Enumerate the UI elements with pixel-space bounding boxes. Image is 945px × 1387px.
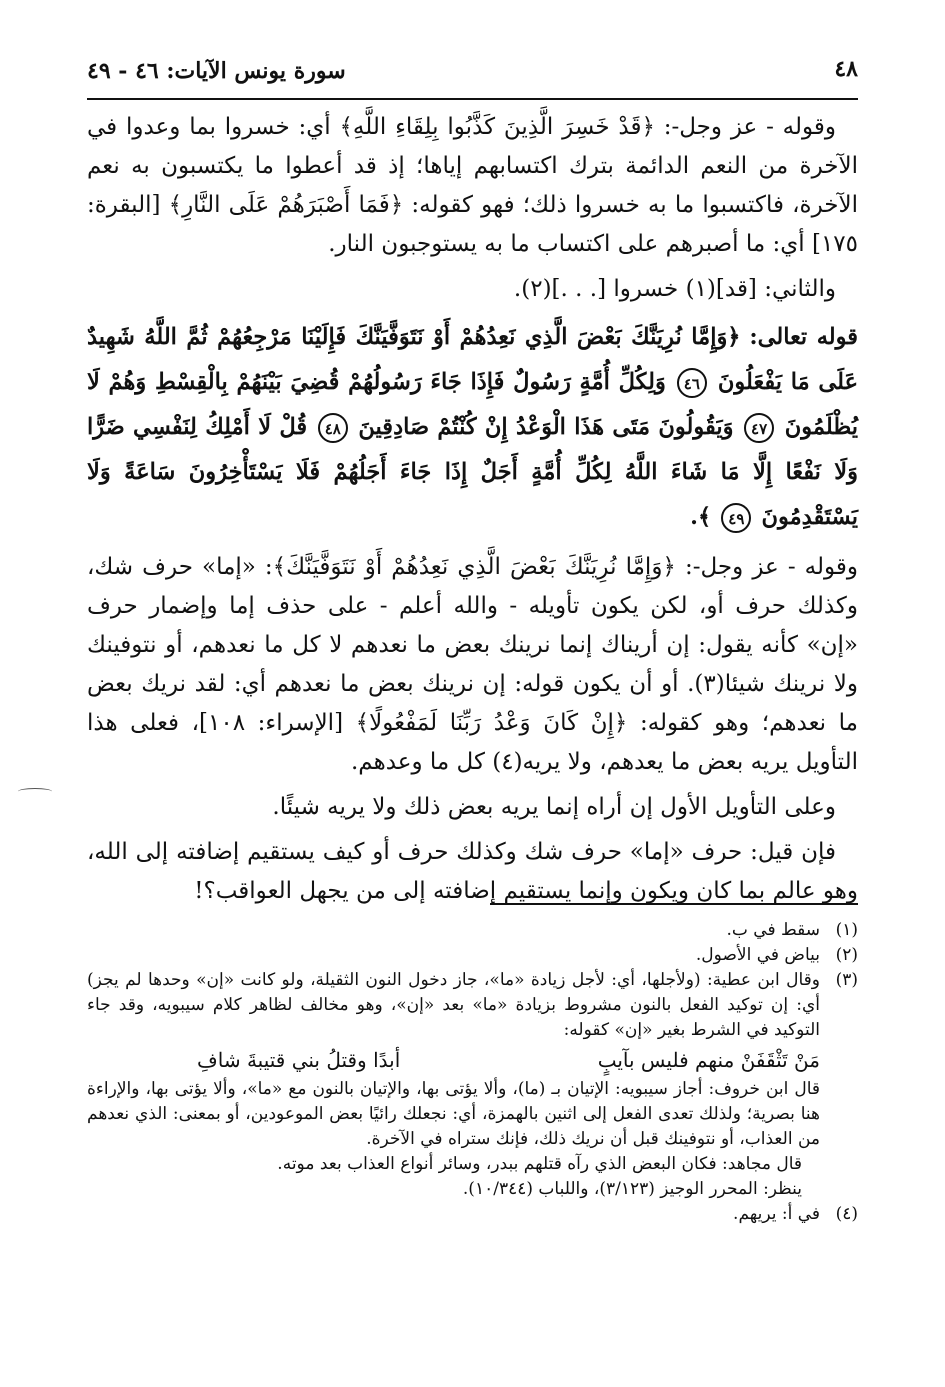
ayah-marker-47: ٤٧ [744,413,774,443]
ayah-marker-48: ٤٨ [318,413,348,443]
quran-verses-block [87,315,858,540]
verse-lead: قوله تعالى: [749,324,858,350]
footnote-2-text: بياض في الأصول. [695,945,820,965]
footnote-3 [87,968,858,1043]
margin-pen-mark [18,788,52,795]
running-title: سورة يونس الآيات: ٤٦ - ٤٩ [87,58,346,84]
footnote-3-references: ينظر: المحرر الوجيز (٣/١٢٣)، واللباب (١٠/٣٤٤). [462,1179,802,1199]
paragraph-5: فإن قيل: حرف «إما» حرف شك وكذلك حرف أو كيف يستقيم إضافته إلى الله، وهو عالم بما كان ويكون وإنما يستقيم إضافته إلى من يجهل العواقب؟! [87,839,858,904]
footnote-4 [87,1202,858,1227]
footnote-3-continuation: قال ابن خروف: أجاز سيبويه: الإتيان بـ (ما)، وألا يؤتى بها، والإتيان بالنون مع «ما»، وألا يؤتى بها، والإراءة هنا بصرية؛ ولذلك تعدى الفعل إلى اثنين بالهمزة، أي: نجعلك رائيًا بعض الموعودين، أو بمعنى: الذي نعدهم من العذاب، أو نتوفينك قبل أن نريك ذلك، فإنك ستراه في الآخرة. [87,1079,820,1149]
page-header [87,52,858,100]
footnote-4-number: (٤) [835,1204,858,1224]
poem-second-hemistich: أبدًا وقتلُ بني قتيبةَ شافِ [197,1048,401,1072]
footnote-1-text: سقط في ب. [726,920,820,940]
footnote-3-mujahid: قال مجاهد: فكان البعض الذي رآه قتلهم ببدر، وسائر أنواع العذاب بعد موته. [277,1154,802,1174]
poem-first-hemistich: مَنْ تَثْقَفَنْ منهم فليس بآيبٍ [597,1048,820,1072]
paragraph-1: وقوله - عز وجل-: ﴿قَدْ خَسِرَ الَّذِينَ كَذَّبُوا بِلِقَاءِ اللَّهِ﴾ أي: خسروا بما وعدوا في الآخرة من النعم الدائمة بترك اكتسابهم إياها؛ إذ قد أعطوا ما يكتسبون به نعم الآخرة، فاكتسبوا ما به خسروا ذلك؛ فهو كقوله: ﴿فَمَا أَصْبَرَهُمْ عَلَى النَّارِ﴾ [البقرة: ١٧٥] أي: ما أصبرهم على اكتساب ما به يستوجبون النار. [87,114,858,257]
footnote-separator [490,903,858,905]
paragraph-3: وقوله - عز وجل-: ﴿وَإِمَّا نُرِيَنَّكَ بَعْضَ الَّذِي نَعِدُهُمْ أَوْ نَتَوَفَّيَنَّكَ﴾: «إما» حرف شك، وكذلك حرف أو، لكن يكون تأويله - والله أعلم - على حذف إما وإضمار حرف «إن» كأنه يقول: إن أريناك إنما نرينك بعض ما نعدهم لا كل ما نعدهم، أو نتوفينك ولا نرينك شيئا(٣). أو أن يكون قوله: إن نرينك بعض ما نعدهم أي: لقد نريك بعض ما نعدهم؛ وهو كقوله: ﴿إِنْ كَانَ وَعْدُ رَبِّنَا لَمَفْعُولًا﴾ [الإسراء: ١٠٨]، فعلى هذا التأويل يريه بعض ما يعدهم، ولا يريه(٤) كل ما وعدهم. [87,554,858,775]
verse-49-text: قُلْ لَا أَمْلِكُ لِنَفْسِي ضَرًّا وَلَا نَفْعًا إِلَّا مَا شَاءَ اللَّهُ لِكُلِّ أُمَّةٍ أَجَلٌ إِذَا جَاءَ أَجَلُهُمْ فَلَا يَسْتَأْخِرُونَ سَاعَةً وَلَا يَسْتَقْدِمُونَ [87,414,858,530]
footnote-1-number: (١) [835,920,858,940]
ayah-marker-49: ٤٩ [721,503,751,533]
paragraph-2: والثاني: [قد](١) خسروا [. . .](٢). [513,276,836,302]
footnote-3-number: (٣) [835,970,858,990]
paragraph-4: وعلى التأويل الأول إن أراه إنما يريه بعض ذلك ولا يريه شيئًا. [272,794,836,820]
footnote-2 [87,943,858,968]
main-text [87,108,858,917]
footnotes [87,918,858,1227]
poem-verse [87,1045,858,1075]
verse-46-text: ﴿وَإِمَّا نُرِيَنَّكَ بَعْضَ الَّذِي نَعِدُهُمْ أَوْ نَتَوَفَّيَنَّكَ فَإِلَيْنَا مَرْجِعُهُمْ ثُمَّ اللَّهُ شَهِيدٌ عَلَى مَا يَفْعَلُونَ [87,324,858,395]
footnote-3-text: وقال ابن عطية: (ولأجلها، أي: لأجل زيادة «ما»، جاز دخول النون الثقيلة، ولو كانت «إن» وحدها لم يجز) أي: إن توكيد الفعل بالنون مشروط بزيادة «ما» بعد «إن»، وهو مخالف لظاهر كلام سيبويه، وقد جاء التوكيد في الشرط بغير «إن» كقوله: [87,970,820,1040]
ayah-marker-46: ٤٦ [677,368,707,398]
page-number: ٤٨ [834,56,858,82]
verse-48-text: وَيَقُولُونَ مَتَى هَذَا الْوَعْدُ إِنْ كُنْتُمْ صَادِقِينَ [358,414,734,440]
verse-47-text: وَلِكُلِّ أُمَّةٍ رَسُولٌ فَإِذَا جَاءَ رَسُولُهُمْ قُضِيَ بَيْنَهُمْ بِالْقِسْطِ وَهُمْ لَا يُظْلَمُونَ [87,369,859,440]
footnote-4-text: في أ: يريهم. [733,1204,820,1224]
footnote-1 [87,918,858,943]
verse-close: ﴾. [690,504,712,530]
footnote-2-number: (٢) [835,945,858,965]
